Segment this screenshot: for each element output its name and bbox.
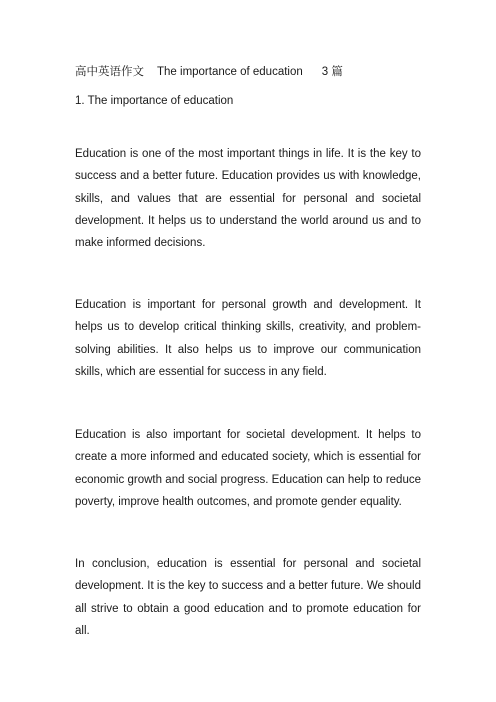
paragraph-4: In conclusion, education is essential for personal and societal development. It is the key to success and a better future. We should all strive to obtain a good education and to promote education for all. bbox=[75, 558, 421, 637]
title-english: The importance of education bbox=[157, 66, 303, 78]
title-count: 3 篇 bbox=[321, 66, 343, 78]
document-title bbox=[75, 64, 343, 80]
paragraph-1: Education is one of the most important things in life. It is the key to success and a better future. Education provides us with knowledge, skills, and values that are essential for personal and societal development. It helps us to understand the world around us and to make informed decisions. bbox=[75, 148, 421, 250]
section-heading: 1. The importance of education bbox=[75, 95, 234, 107]
paragraph-3: Education is also important for societal development. It helps to create a more informed and educated society, which is essential for economic growth and social progress. Education can help to reduce poverty, improve health outcomes, and promote gender equality. bbox=[75, 429, 421, 508]
paragraph-2: Education is important for personal growth and development. It helps us to develop critical thinking skills, creativity, and problem-solving abilities. It also helps us to improve our communication skills, which are essential for success in any field. bbox=[75, 299, 421, 378]
title-chinese: 高中英语作文 bbox=[75, 66, 144, 78]
